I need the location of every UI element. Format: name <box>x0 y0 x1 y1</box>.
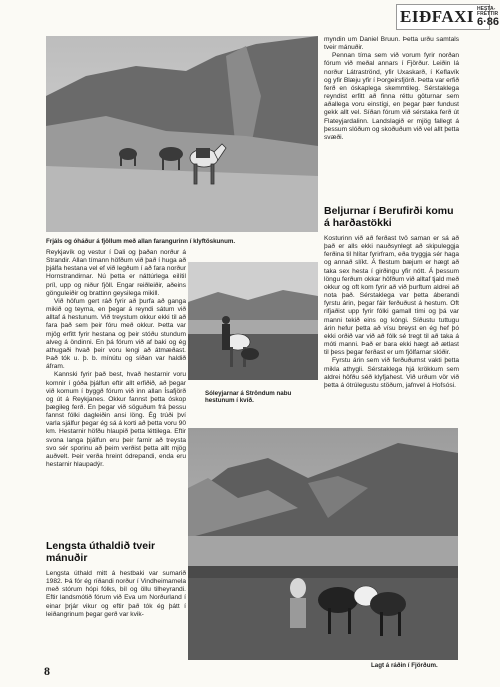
column-right-top <box>324 36 459 142</box>
column-left-top <box>46 249 186 469</box>
caption-photo1: Frjáls og óháður á fjöllum með allan farangurinn í klyftöskunum. <box>46 238 236 245</box>
column-right-bottom <box>324 235 459 390</box>
photo-mountain-horses <box>46 36 318 232</box>
logo-subtitle: HESTA-FRÉTTIR <box>477 5 499 17</box>
paragraph: Lengsta úthald mitt á hestbaki var sumarið 1982. Þá fór ég ríðandi norður í Vindheimamela með stórum hópi fólks, bíl og öllu tilheyrandi. Eftir landsmótið fórum við Eva um Norðurland í einar þrjár vikur og eftir það tók ég þátt í leiðangrinum þegar gerð var kvik- <box>46 570 186 618</box>
paragraph: Kosturinn við að ferðast tvö saman er sá að það er alls ekki nauðsynlegt að skipuleggja ferðina til hlítar fyrirfram, eða tryggja sér haga og annað slíkt. Á flestum bæjum er hægt að taka sex hesta í girðingu yfir nótt. Á þessum löngu ferðum okkar höfðum við alltaf tjald með okkur og oft kom fyrir að við þurftum aldrei að nota það. Sérstaklega var þetta áberandi fyrstu árin, þegar fáir ferðuðust á hestum. Oft rifjaðist upp fyrir fólki gamall tími og þá var manni tekið eins og kóngi. Síðustu tuttugu árin hefur þetta að vísu breyst en ég hef þó ekki orðið var við að fólk sé tregt til að taka á móti manni. Það er bara ekki hægt að ætlast til þess þegar ferðast er um fjölfarnar slóðir. <box>324 235 459 357</box>
masthead <box>396 4 500 30</box>
caption-photo3: Lagt á ráðin í Fjörðum. <box>371 662 438 669</box>
paragraph: Við höfum gert ráð fyrir að þurfa að ganga mikið og teyma, en þegar á reyndi sátum við alltaf á hestunum. Við treystum okkur ekki til að fara það sem þeir fóru með okkur. Þetta var mjög erfitt fyrir hestana og þeir stóðu stundum alveg á öndinni. En þá fórum við af baki og ég athugaði hvað þeir voru lengi að átmæðast. Það tók u. þ. b. mínútu og síðan var haldið áfram. <box>46 297 186 371</box>
issue-number: 6·86 <box>477 15 500 28</box>
photo-horses-fjordur <box>188 428 458 660</box>
paragraph: Pennan tíma sem við vorum fyrir norðan fórum við meðal annars í Fjörður. Leiðin lá norður Látraströnd, yfir Uxaskarð, í Keflavík og yfir Blæju yfir í Þorgeirsfjörð. Þetta var erfið ferð en óskaplega skemmtileg. Sérstaklega reyndist erfitt að finna réttu göturnar sem aðallega voru einstígi, en þegar þær fundust gekk allt vel. Síðan fórum við sérstaka ferð út Flateyjardalinn. Landslagið er mjög fallegt á þessum slóðum og skoðuðum við vel allt þetta svæði. <box>324 52 459 141</box>
heading-right: Beljurnar í Berufirði komu á harðastökki <box>324 205 454 229</box>
paragraph: myndin um Daniel Bruun. Þetta urðu samtals tveir mánuðir. <box>324 36 459 52</box>
caption-photo2: Sóleyjarnar á Ströndum nabu hestunum í kvíð. <box>205 390 292 405</box>
page-number: 8 <box>44 664 50 678</box>
paragraph: Reykjavík og vestur í Dali og þaðan norður á Strandir. Allan tímann höfðum við það í huga að þjálfa hestana vel ef við legðum í að fara norður Hornstrandirnar. Nú þetta er náttúrlega eilítil príl, upp og niður fjöll. Engar reiðleiðir, aðeins gönguleiðir og brattinn geysilega mikill. <box>46 249 186 297</box>
magazine-logo: EIÐFAXI <box>400 7 475 26</box>
paragraph: Fyrstu árin sem við ferðuðumst vakti þetta mikla athygli. Sérstaklega hjá krökkum sem aldrei höfðu séð klyfjahest. Við urðum vör við þetta á ótrúlegustu stöðum, jafnvel á Hofsósi. <box>324 357 459 389</box>
photo-rider-strandir <box>188 262 318 380</box>
column-left-bottom <box>46 570 186 619</box>
heading-left: Lengsta úthaldið tveir mánuðir <box>46 540 156 564</box>
paragraph: Kannski fyrir það best, hvað hestarnir voru komnir í góða þjálfun eftir allt erfiðið, að þegar við komum í byggð fórum við inn allan Ísafjörð og út á Reykjanes. Okkur fannst þetta óskop þægileg ferð. En þegar við söguðum frá þessu fannst fólki dagleiðin ansi löng. Ég trúði því varla sjálfur þegar ég sá á korti að þetta voru 90 km. Hestarnir höfðu hlaupið þetta léttilega. Eftir svona langa þjálfun eru þeir farnir að treysta svo sér sporinu að þeim verðist þetta allt mjög auðvelt. Þeir verða hreint ódrepandi, enda eru hestarnir hlaupadýr. <box>46 371 186 469</box>
